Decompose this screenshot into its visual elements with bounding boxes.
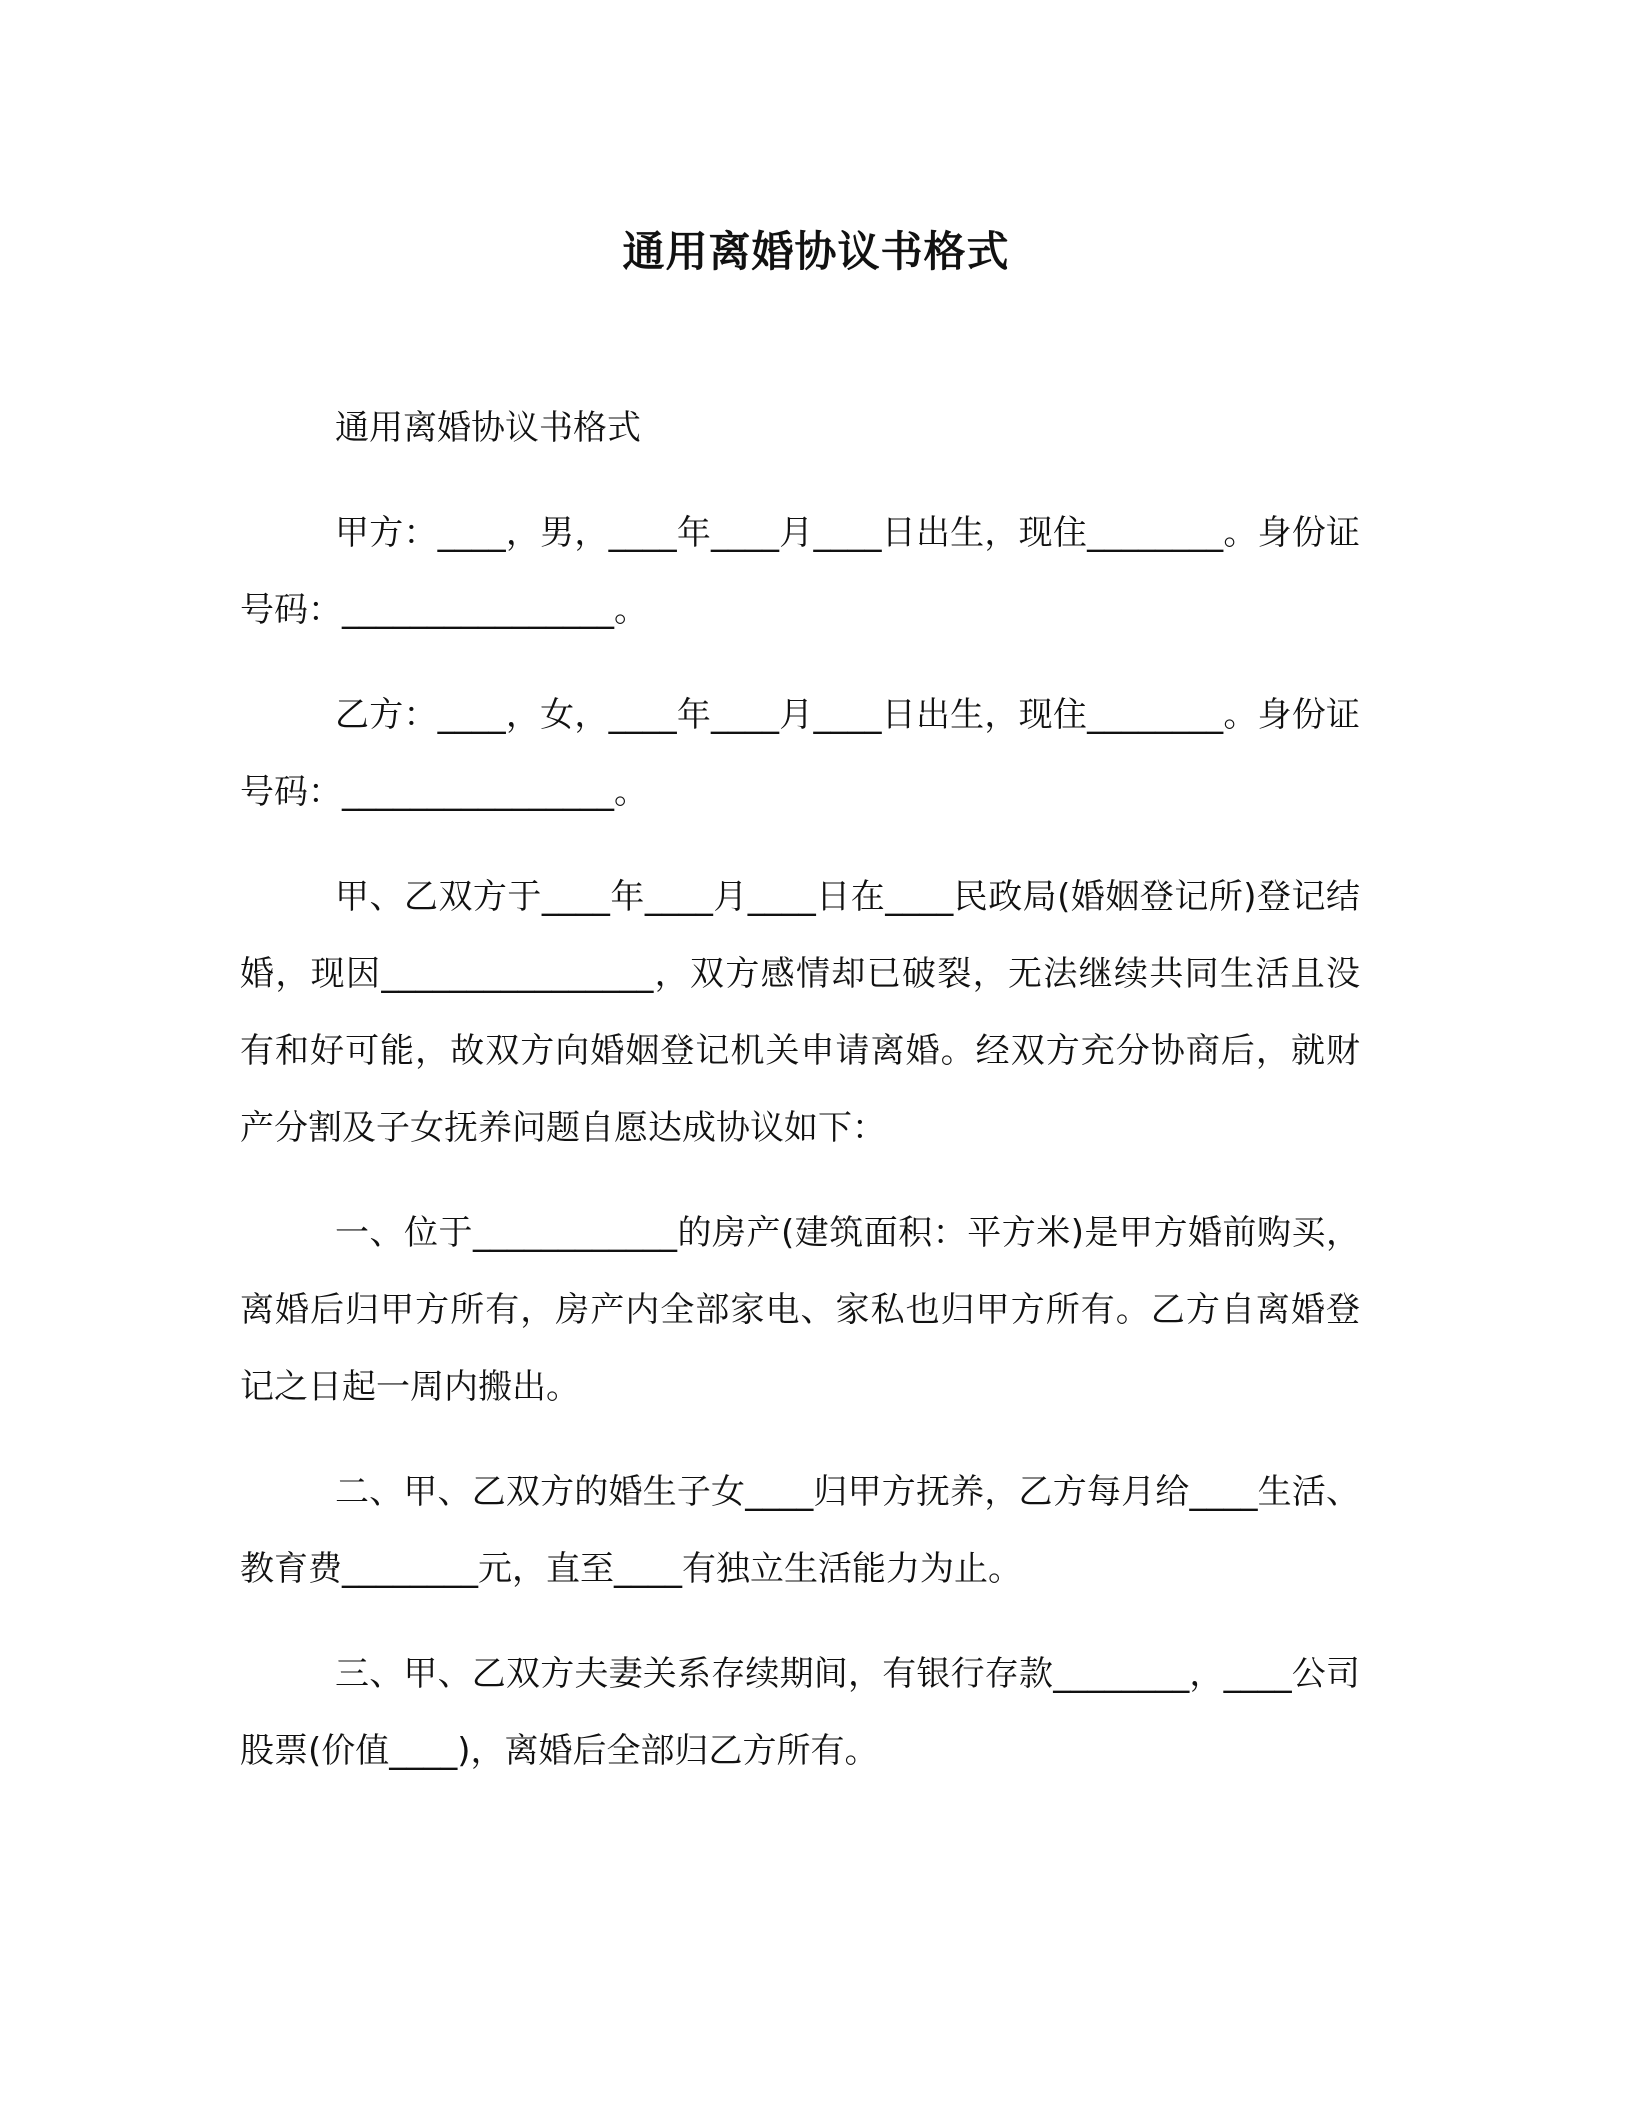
clause-three-paragraph: 三、甲、乙双方夫妻关系存续期间，有银行存款________，____公司股票(价值____)，离婚后全部归乙方所有。 — [240, 1654, 1360, 1771]
marriage-paragraph: 甲、乙双方于____年____月____日在____民政局(婚姻登记所)登记结婚，现因________________，双方感情却已破裂，无法继续共同生活且没有和好可能，故双方向婚姻登记机关申请离婚。经双方充分协商后，就财产分割及子女抚养问题自愿达成协议如下： — [240, 877, 1360, 1148]
document-title: 通用离婚协议书格式 — [622, 227, 1010, 276]
clause-one-paragraph: 一、位于____________的房产(建筑面积：平方米)是甲方婚前购买，离婚后归甲方所有，房产内全部家电、家私也归甲方所有。乙方自离婚登记之日起一周内搬出。 — [240, 1213, 1360, 1407]
party-a-paragraph: 甲方：____，男，____年____月____日出生，现住________。身份证号码：________________。 — [240, 513, 1360, 630]
clause-two-paragraph: 二、甲、乙双方的婚生子女____归甲方抚养，乙方每月给____生活、教育费________元，直至____有独立生活能力为止。 — [240, 1472, 1360, 1589]
party-b-paragraph: 乙方：____，女，____年____月____日出生，现住________。身份证号码：________________。 — [240, 695, 1360, 812]
document-subtitle: 通用离婚协议书格式 — [335, 408, 641, 448]
document-body — [240, 390, 1360, 1818]
